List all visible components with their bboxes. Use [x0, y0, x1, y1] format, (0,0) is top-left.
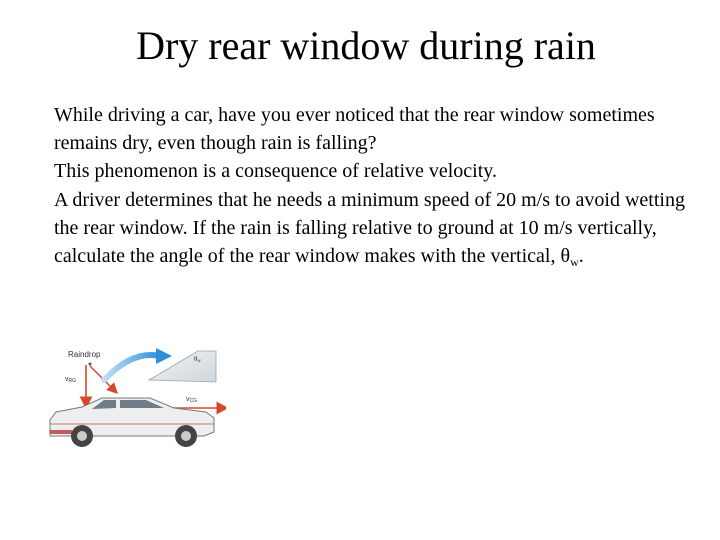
v-rg-main: v	[65, 376, 69, 383]
raindrop-dot	[89, 363, 92, 366]
v-cg-main: v	[186, 396, 190, 403]
car-front-hub	[181, 431, 191, 441]
car-rain-diagram	[46, 340, 226, 455]
concept-paragraph: This phenomenon is a consequence of relative velocity.	[54, 160, 497, 183]
theta-subscript: w	[570, 255, 579, 270]
raindrop-label: Raindrop	[68, 350, 101, 359]
theta-sub: w	[197, 359, 201, 364]
problem-paragraph	[54, 186, 704, 277]
theta-main: θ	[194, 355, 198, 363]
blue-curve-arrow	[104, 355, 160, 380]
v-rg-label	[65, 376, 76, 384]
slide-body	[54, 101, 704, 276]
car-illustration	[50, 398, 214, 447]
theta-symbol: θ	[560, 245, 571, 268]
v-cg-sub: CG	[189, 398, 197, 404]
car-taillight	[50, 430, 72, 434]
slide-title: Dry rear window during rain	[136, 23, 596, 68]
end-punctuation: .	[578, 245, 584, 268]
blue-arrow-head	[156, 348, 172, 364]
car-rain-figure	[46, 340, 226, 455]
v-cg-label	[186, 396, 197, 404]
problem-text: A driver determines that he needs a minimum speed of 20 m/s to avoid wetting the rear window. If the rain is falling relative to ground at 10 m/s vertically, calculate the angle of the rear window makes with the vertical,	[54, 188, 685, 268]
car-rear-hub	[77, 431, 87, 441]
v-rg-sub: RG	[68, 378, 76, 384]
question-paragraph: While driving a car, have you ever noticed that the rear window sometimes remains dry, even though rain is falling?	[54, 104, 655, 155]
